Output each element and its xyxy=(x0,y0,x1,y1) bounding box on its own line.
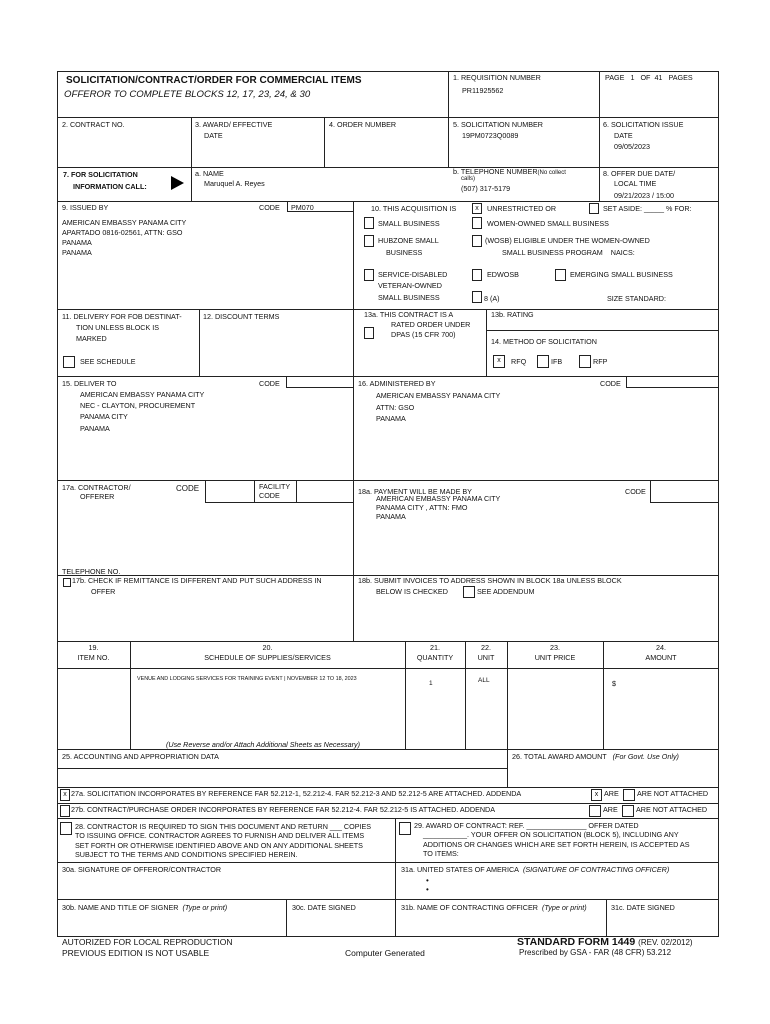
deliver-to-line: PANAMA xyxy=(80,424,110,433)
see-addendum-label: SEE ADDENDUM xyxy=(477,587,535,596)
28-checkbox[interactable] xyxy=(60,822,72,835)
issued-by-code-label: CODE xyxy=(259,203,280,212)
unrestricted-label: UNRESTRICTED OR xyxy=(487,204,557,213)
form-title: SOLICITATION/CONTRACT/ORDER FOR COMMERCIAL ITEMS xyxy=(66,75,362,86)
col-unit: 22. UNIT xyxy=(477,643,495,663)
invoices-label: 18b. SUBMIT INVOICES TO ADDRESS SHOWN IN BLOCK 18a UNLESS BLOCK xyxy=(358,576,622,585)
27a-checkbox[interactable]: x xyxy=(60,789,70,801)
signature-offeror-label: 30a. SIGNATURE OF OFFEROR/CONTRACTOR xyxy=(62,865,222,874)
col-item-no: 19. ITEM NO. xyxy=(77,643,110,663)
contractor-code-label: CODE xyxy=(176,484,200,493)
rated-order-label2: RATED ORDER UNDER xyxy=(391,320,471,329)
administered-by-code-label: CODE xyxy=(600,379,621,388)
27b-are-checkbox[interactable] xyxy=(589,805,601,817)
rated-order-checkbox[interactable] xyxy=(364,327,374,339)
wosb-checkbox[interactable] xyxy=(472,217,482,229)
col-unit-price: 23. UNIT PRICE xyxy=(534,643,576,663)
method-label: 14. METHOD OF SOLICITATION xyxy=(491,337,597,346)
computer-generated: Computer Generated xyxy=(345,948,425,958)
telephone-label: b. TELEPHONE NUMBER(No collect xyxy=(453,167,566,176)
contracting-officer-name-label: 31b. NAME OF CONTRACTING OFFICER (Type or print) xyxy=(401,903,587,912)
see-schedule-label: SEE SCHEDULE xyxy=(80,357,136,366)
name-value[interactable]: Maruquel A. Reyes xyxy=(204,179,265,188)
administered-by-label: 16. ADMINISTERED BY xyxy=(358,379,436,388)
bullet: • xyxy=(426,885,429,894)
col-schedule: 20. SCHEDULE OF SUPPLIES/SERVICES xyxy=(204,643,331,663)
total-award-label: 26. TOTAL AWARD AMOUNT (For Govt. Use Only) xyxy=(512,752,679,761)
bullet: • xyxy=(426,876,429,885)
telephone-value[interactable]: (507) 317-5179 xyxy=(461,184,511,193)
small-business-label: SMALL BUSINESS xyxy=(378,219,440,228)
wosb-label: WOMEN-OWNED SMALL BUSINESS xyxy=(487,219,609,228)
27a-are-checkbox[interactable]: x xyxy=(591,789,602,801)
telephone-note: calls) xyxy=(461,176,476,182)
solicitation-issue-label2: DATE xyxy=(614,131,633,140)
delivery-label3: MARKED xyxy=(76,334,107,343)
order-number-label: 4. ORDER NUMBER xyxy=(329,120,397,129)
rfq-checkbox[interactable]: x xyxy=(493,355,505,368)
page-label: PAGE 1 OF 41 PAGES xyxy=(605,73,693,82)
rated-order-label: 13a. THIS CONTRACT IS A xyxy=(364,310,454,319)
telephone-no-label: TELEPHONE NO. xyxy=(62,567,121,576)
deliver-to-line: AMERICAN EMBASSY PANAMA CITY xyxy=(80,390,205,399)
payment-line: PANAMA xyxy=(376,512,406,521)
issued-by-code-value[interactable]: PM070 xyxy=(291,203,314,212)
administered-by-line: PANAMA xyxy=(376,414,406,423)
27b-are-label: ARE xyxy=(603,805,618,814)
edwosb-label: EDWOSB xyxy=(487,270,519,279)
offer-due-label: 8. OFFER DUE DATE/ xyxy=(603,169,676,178)
remittance-label2: OFFER xyxy=(91,587,116,596)
issued-by-line: PANAMA xyxy=(62,238,92,247)
issued-by-label: 9. ISSUED BY xyxy=(62,203,109,212)
unrestricted-checkbox[interactable]: x xyxy=(472,203,482,214)
sdvosb-checkbox[interactable] xyxy=(364,269,374,281)
sdvosb-label3: SMALL BUSINESS xyxy=(378,293,440,302)
deliver-to-line: PANAMA CITY xyxy=(80,412,128,421)
29-text: 29. AWARD OF CONTRACT: REF. _______________ OFFER DATED ___________. YOUR OFFER ON SOLICITATION (BLOCK 5), INCLUDING ANY ADDITIONS OR CHANGES WHICH ARE SET FORTH HEREIN, IS ACCEPTED AS TO ITEMS: xyxy=(414,821,690,859)
27a-are-not-checkbox[interactable] xyxy=(623,789,635,801)
accounting-label: 25. ACCOUNTING AND APPROPRIATION DATA xyxy=(62,752,219,761)
facility-code-label: FACILITY xyxy=(259,482,291,491)
issued-by-line: PANAMA xyxy=(62,248,92,257)
invoices-label2: BELOW IS CHECKED xyxy=(376,587,448,596)
27b-text: 27b. CONTRACT/PURCHASE ORDER INCORPORATES BY REFERENCE FAR 52.212-4. FAR 52.212-5 IS ATTACHED. ADDENDA xyxy=(71,805,496,814)
rfp-checkbox[interactable] xyxy=(579,355,591,368)
wosb-eligible-label: (WOSB) ELIGIBLE UNDER THE WOMEN-OWNED xyxy=(485,236,650,245)
schedule-note: (Use Reverse and/or Attach Additional Sheets as Necessary) xyxy=(166,740,361,749)
date-signed-label: 30c. DATE SIGNED xyxy=(292,903,356,912)
wosb-eligible-checkbox[interactable] xyxy=(472,235,482,247)
payment-line: AMERICAN EMBASSY PANAMA CITY xyxy=(376,494,501,503)
rfq-label: RFQ xyxy=(511,357,527,366)
27a-are-not-label: ARE NOT ATTACHED xyxy=(637,789,709,798)
solicitation-number-value[interactable]: 19PM0723Q0089 xyxy=(462,131,519,140)
rating-label: 13b. RATING xyxy=(491,310,534,319)
payment-code-label: CODE xyxy=(625,487,646,496)
contractor-label: 17a. CONTRACTOR/ xyxy=(62,483,131,492)
hubzone-label2: BUSINESS xyxy=(386,248,423,257)
issued-by-line: APARTADO 0816-02561, ATTN: GSO xyxy=(62,228,183,237)
sdvosb-label: SERVICE-DISABLED xyxy=(378,270,448,279)
schedule-description: VENUE AND LODGING SERVICES FOR TRAINING EVENT | NOVEMBER 12 TO 18, 2023 xyxy=(137,676,357,682)
info-call-label: INFORMATION CALL: xyxy=(73,182,147,191)
payment-line: PANAMA CITY , ATTN: FMO xyxy=(376,503,468,512)
footer-left: AUTORIZED FOR LOCAL REPRODUCTION PREVIOUS EDITION IS NOT USABLE xyxy=(62,937,233,958)
administered-by-line: AMERICAN EMBASSY PANAMA CITY xyxy=(376,391,501,400)
date-signed-label-2: 31c. DATE SIGNED xyxy=(611,903,675,912)
form-number: STANDARD FORM 1449 (REV. 02/2012) xyxy=(517,936,693,948)
delivery-label2: TION UNLESS BLOCK IS xyxy=(76,323,160,332)
signer-name-label: 30b. NAME AND TITLE OF SIGNER (Type or print) xyxy=(62,903,228,912)
arrow-right-icon xyxy=(171,176,184,190)
facility-code-label2: CODE xyxy=(259,491,280,500)
see-schedule-checkbox[interactable] xyxy=(63,356,75,368)
offer-due-label2: LOCAL TIME xyxy=(614,179,657,188)
requisition-label: 1. REQUISITION NUMBER xyxy=(453,73,541,82)
col-amount: 24. AMOUNT xyxy=(645,643,677,663)
hubzone-label: HUBZONE SMALL xyxy=(378,236,439,245)
award-date-label: 3. AWARD/ EFFECTIVE xyxy=(195,120,273,129)
size-standard-label: SIZE STANDARD: xyxy=(607,294,666,303)
deliver-to-label: 15. DELIVER TO xyxy=(62,379,117,388)
requisition-value[interactable]: PR11925562 xyxy=(462,86,504,95)
name-label: a. NAME xyxy=(195,169,224,178)
set-aside-label: SET ASIDE: _____ % FOR: xyxy=(603,204,692,213)
prescribed-by: Prescribed by GSA - FAR (48 CFR) 53.212 xyxy=(519,948,672,957)
27a-text: 27a. SOLICITATION INCORPORATES BY REFERENCE FAR 52.212-1, 52.212-4. FAR 52.212-3 AND 52.212-5 ARE ATTACHED. ADDENDA xyxy=(71,789,522,798)
27b-are-not-label: ARE NOT ATTACHED xyxy=(636,805,708,814)
rated-order-label3: DPAS (15 CFR 700) xyxy=(391,330,456,339)
edwosb-checkbox[interactable] xyxy=(472,269,482,281)
for-solicitation-label: 7. FOR SOLICITATION xyxy=(63,170,138,179)
solicitation-number-label: 5. SOLICITATION NUMBER xyxy=(453,120,543,129)
issued-by-line: AMERICAN EMBASSY PANAMA CITY xyxy=(62,218,187,227)
schedule-quantity: 1 xyxy=(429,680,433,687)
wosb-eligible-label2: SMALL BUSINESS PROGRAM NAICS: xyxy=(502,248,635,257)
27b-are-not-checkbox[interactable] xyxy=(622,805,634,817)
set-aside-checkbox[interactable] xyxy=(589,203,599,214)
see-addendum-checkbox[interactable] xyxy=(463,586,475,598)
deliver-to-code-label: CODE xyxy=(259,379,280,388)
sdvosb-label2: VETERAN-OWNED xyxy=(378,281,442,290)
col-quantity: 21. QUANTITY xyxy=(416,643,454,663)
emerging-label: EMERGING SMALL BUSINESS xyxy=(570,270,673,279)
ifb-label: IFB xyxy=(551,357,563,366)
payment-label: 18a. PAYMENT WILL BE MADE BY xyxy=(358,487,472,496)
rfp-label: RFP xyxy=(593,357,608,366)
award-date-label2: DATE xyxy=(204,131,223,140)
28-text: 28. CONTRACTOR IS REQUIRED TO SIGN THIS DOCUMENT AND RETURN ___ COPIES TO ISSUING OFFICE. CONTRACTOR AGREES TO FURNISH AND DELIVER ALL ITEMS SET FORTH OR OTHERWISE IDENTIFIED ABOVE AND ON ANY ADDITIONAL SHEETS SUBJECT TO THE TERMS AND CONDITIONS SPECIFIED HEREIN. xyxy=(75,822,372,860)
deliver-to-line: NEC - CLAYTON, PROCUREMENT xyxy=(80,401,196,410)
emerging-checkbox[interactable] xyxy=(555,269,566,281)
contractor-label2: OFFERER xyxy=(80,492,115,501)
ifb-checkbox[interactable] xyxy=(537,355,549,368)
27a-are-label: ARE xyxy=(604,789,619,798)
hubzone-checkbox[interactable] xyxy=(364,235,374,247)
solicitation-issue-label: 6. SOLICITATION ISSUE xyxy=(603,120,684,129)
offer-due-value[interactable]: 09/21/2023 / 15:00 xyxy=(614,191,674,200)
delivery-label: 11. DELIVERY FOR FOB DESTINAT- xyxy=(62,312,182,321)
schedule-amount[interactable]: $ xyxy=(612,679,616,688)
schedule-unit: ALL xyxy=(478,677,490,684)
27b-checkbox[interactable] xyxy=(60,805,70,817)
29-checkbox[interactable] xyxy=(399,822,411,835)
contract-no-label: 2. CONTRACT NO. xyxy=(62,120,125,129)
administered-by-line: ATTN: GSO xyxy=(376,403,415,412)
small-business-checkbox[interactable] xyxy=(364,217,374,229)
solicitation-issue-value[interactable]: 09/05/2023 xyxy=(614,142,650,151)
discount-terms-label: 12. DISCOUNT TERMS xyxy=(203,312,280,321)
remittance-label: 17b. CHECK IF REMITTANCE IS DIFFERENT AND PUT SUCH ADDRESS IN xyxy=(72,576,322,585)
remittance-checkbox[interactable] xyxy=(63,578,71,587)
eight-a-label: 8 (A) xyxy=(484,294,500,303)
usa-label: 31a. UNITED STATES OF AMERICA (SIGNATURE OF CONTRACTING OFFICER) xyxy=(401,865,670,874)
acquisition-label: 10. THIS ACQUISITION IS xyxy=(371,204,457,213)
eight-a-checkbox[interactable] xyxy=(472,291,482,303)
form-subtitle: OFFEROR TO COMPLETE BLOCKS 12, 17, 23, 24, & 30 xyxy=(64,89,311,100)
